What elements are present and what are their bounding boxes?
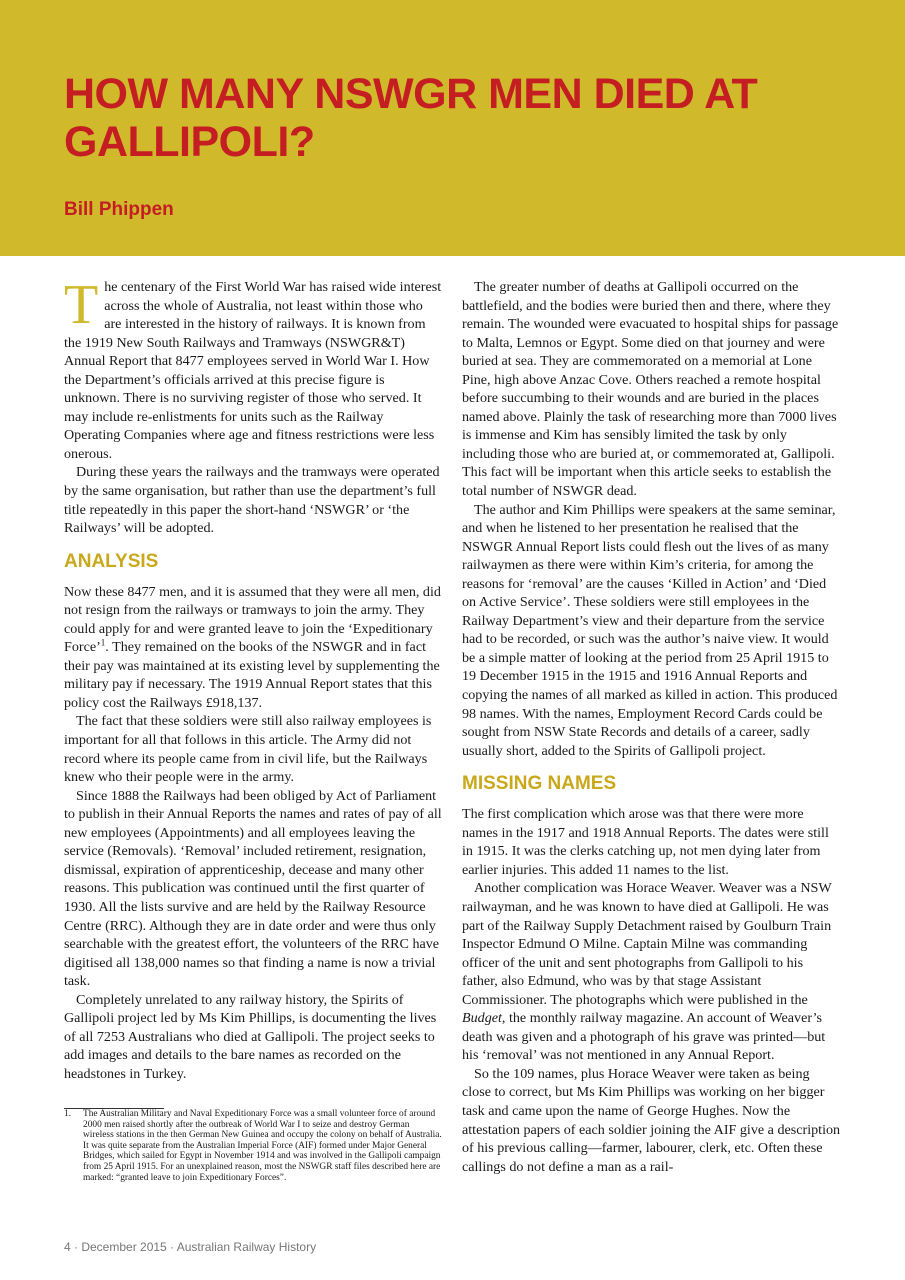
- paragraph: Another complication was Horace Weaver. Weaver was a NSW railwayman, and he was known to have died at Gallipoli. He was part of the Railway Supply Detachment raised by Goulburn Train Inspector Edmund O Milne. Captain Milne was commanding officer of the unit and sent photographs from Gallipoli to his father, also Edmund, who was by that stage Assistant Commissioner. The photographs which were published in the Budget, the monthly railway magazine. An account of Weaver’s death was given and a photograph of his grave was printed—but his ‘removal’ was not mentioned in any Annual Report.: [462, 880, 832, 1064]
- footnote-number: 1.: [64, 1109, 72, 1119]
- left-column: [64, 274, 442, 1083]
- paragraph: The author and Kim Phillips were speakers at the same seminar, and when he listened to her presentation he realised that the NSWGR Annual Report lists could flesh out the lives of as many railwaymen as there were within Kim’s criteria, for among the reasons for ‘removal’ are the causes ‘Killed in Action’ and ‘Died on Active Service’. These soldiers were still employees in the Railway Department’s view and their departure from the service had to be recorded, or such was the author’s naive view. It would be a simple matter of looking at the period from 25 April 1915 to 19 December 1915 in the 1915 and 1916 Annual Reports and copying the names of all marked as killed in action. This produced 98 names. With the names, Employment Record Cards could be sought from NSW State Records and details of a career, sadly usually short, added to the Spirits of Gallipoli project.: [462, 501, 838, 759]
- paragraph: The greater number of deaths at Gallipoli occurred on the battlefield, and the bodies were buried then and there, where they remain. The wounded were evacuated to hospital ships for passage to Malta, Lemnos or Egypt. Some died on that journey and were buried at sea. They are commemorated on a memorial at Lone Pine, high above Anzac Cove. Others reached a remote hospital before succumbing to their wounds and are buried in the places named above. Plainly the task of researching more than 7000 lives is immense and Kim has sensibly limited the task by only including those who are buried at, or commemorated at, Gallipoli. This fact will be important when this article seeks to establish the total number of NSWGR dead.: [462, 279, 839, 500]
- footnote: [64, 1108, 442, 1183]
- article-title: HOW MANY NSWGR MEN DIED AT GALLIPOLI?: [64, 70, 758, 166]
- magazine-title: Budget: [462, 1010, 502, 1027]
- paragraph: The fact that these soldiers were still also railway employees is important for all that follows in this article. The Army did not record where its people came from in civil life, but the Railways knew who their people were in the army.: [64, 713, 432, 786]
- author-name: Bill Phippen: [64, 199, 174, 220]
- footnote-ref: 1: [100, 637, 106, 648]
- section-heading-missing-names: MISSING NAMES: [462, 773, 617, 795]
- paragraph: Completely unrelated to any railway history, the Spirits of Gallipoli project led by Ms Kim Phillips, is documenting the lives of all 7253 Australians who died at Gallipoli. The project seeks to add images and details to the bare names as recorded on the headstones in Turkey.: [64, 991, 437, 1082]
- paragraph: The first complication which arose was that there were more names in the 1917 and 1918 Annual Reports. The dates were still in 1915. It was the clerks catching up, not men dying later from earlier injuries. This added 11 names to the list.: [462, 806, 829, 878]
- paragraph: So the 109 names, plus Horace Weaver were taken as being close to correct, but Ms Kim Phillips was working on her bigger task and came upon the name of George Hughes. Now the attestation papers of each soldier joining the AIF give a description of his previous calling—farmer, labourer, clerk, etc. Often these callings do not define a man as a rail-: [462, 1065, 841, 1175]
- drop-cap: T: [64, 274, 99, 336]
- right-column: [462, 278, 842, 1176]
- paragraph: Since 1888 the Railways had been obliged by Act of Parliament to publish in their Annual Reports the names and rates of pay of all new employees (Appointments) and all employees leaving the service (Removals). ‘Removal’ included retirement, resignation, dismissal, expiration of apprenticeship, decease and many other reasons. This publication was continued until the first quarter of 1930. All the lists survive and are held by the Railway Resource Centre (RRC). Although they are in date order and were thus only searchable with the greatest effort, the volunteers of the RRC have digitised all 138,000 names so that finding a name is now a trivial task.: [64, 787, 442, 990]
- paragraph-intro: The centenary of the First World War has raised wide interest across the whole of Australia, not least within those who are interested in the history of railways. It is known from the 1919 New South Railways and Tramways (NSWGR&T) Annual Report that 8477 employees served in World War I. How the Department’s officials arrived at this precise figure is unknown. There is no surviving register of those who served. It may include re-enlistments for units such as the Railway Operating Companies where age and fitness restrictions were less onerous.: [64, 274, 442, 462]
- section-heading-analysis: ANALYSIS: [64, 550, 159, 572]
- page-footer: 4 · December 2015 · Australian Railway History: [64, 1240, 317, 1254]
- footnote-text: The Australian Military and Naval Expeditionary Force was a small volunteer force of around 2000 men raised shortly after the outbreak of World War I to seize and destroy German wireless stations in the then German New Guinea and occupy the colony on behalf of Australia. It was quite separate from the Australian Imperial Force (AIF) formed under Major General Bridges, which sailed for Egypt in November 1914 and was involved in the Gallipoli campaign from 25 April 1915. For an unexplained reason, most the NSWGR staff files described here are marked: “granted leave to join Expeditionary Forces”.: [83, 1109, 442, 1183]
- paragraph: Now these 8477 men, and it is assumed that they were all men, did not resign from the railways or tramways to join the army. They could apply for and were granted leave to join the ‘Expeditionary Force’$^1$. They remained on the books of the NSWGR and in fact their pay was maintained at its existing level by supplementing the military pay if necessary. The 1919 Annual Report states that this policy cost the Railways £918,137.: [64, 583, 441, 711]
- paragraph: During these years the railways and the tramways were operated by the same organisation, but rather than use the department’s full title repeatedly in this paper the short-hand ‘NSWGR’ or ‘the Railways’ will be adopted.: [64, 464, 440, 537]
